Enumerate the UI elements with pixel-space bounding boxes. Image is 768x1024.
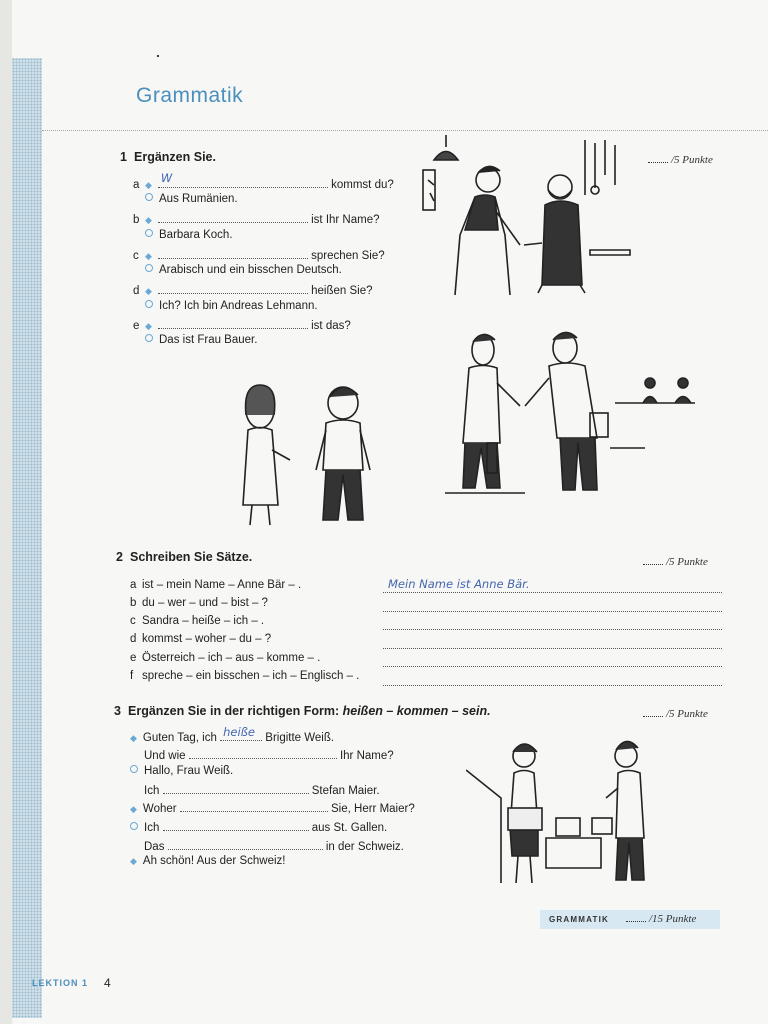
s2-prompt-f: f spreche – ein bisschen – ich – Englisch – . <box>130 670 360 682</box>
s2-prompt-d: d kommst – woher – du – ? <box>130 633 272 645</box>
s1-question-a: a ◆ W kommst du? <box>133 171 394 191</box>
page-edge-shadow <box>0 0 12 1024</box>
section1-heading: 1 Ergänzen Sie. <box>120 150 216 164</box>
s1-question-d: d ◆ heißen Sie? <box>133 285 373 297</box>
s2-prompt-a: a ist – mein Name – Anne Bär – . <box>130 579 302 591</box>
s2-line-f[interactable] <box>383 685 722 686</box>
s2-line-a[interactable] <box>383 592 722 593</box>
s1-reply-e: Das ist Frau Bauer. <box>145 334 257 346</box>
s1-reply-c: Arabisch und ein bisschen Deutsch. <box>145 264 342 276</box>
s3-answer-5[interactable] <box>180 801 328 812</box>
s1-answer-c[interactable] <box>158 248 308 259</box>
page-title: Grammatik <box>136 84 244 107</box>
s1-question-c: c ◆ sprechen Sie? <box>133 250 385 262</box>
lesson-label: LEKTION 1 <box>32 978 89 988</box>
section2-points: /5 Punkte <box>643 556 708 568</box>
section1-points: /5 Punkte <box>648 154 713 166</box>
s3-answer-4[interactable] <box>163 783 309 794</box>
footer-section-label: GRAMMATIK <box>549 915 609 924</box>
s1-answer-a[interactable]: W <box>160 171 173 185</box>
s1-reply-a: Aus Rumänien. <box>145 193 238 205</box>
s1-question-b: b ◆ ist Ihr Name? <box>133 214 380 226</box>
s1-reply-b: Barbara Koch. <box>145 229 233 241</box>
s2-answer-a[interactable]: Mein Name ist Anne Bär. <box>388 577 530 591</box>
s1-question-e: e ◆ ist das? <box>133 320 351 332</box>
s3-line-5: ◆ Woher Sie, Herr Maier? <box>130 803 415 815</box>
s1-answer-d[interactable] <box>158 283 308 294</box>
s2-prompt-e: e Österreich – ich – aus – komme – . <box>130 652 321 664</box>
s1-answer-e[interactable] <box>158 318 308 329</box>
s3-answer-6[interactable] <box>163 820 309 831</box>
s1-answer-b[interactable] <box>158 212 308 223</box>
workshop-illustration <box>420 135 635 300</box>
page-number: 4 <box>104 976 111 990</box>
s2-line-d[interactable] <box>383 648 722 649</box>
s3-line-2: Und wie Ihr Name? <box>144 750 394 762</box>
s3-line-4: Ich Stefan Maier. <box>144 785 380 797</box>
s2-line-e[interactable] <box>383 666 722 667</box>
s1-reply-d: Ich? Ich bin Andreas Lehmann. <box>145 300 318 312</box>
s2-line-b[interactable] <box>383 611 722 612</box>
s3-answer-1[interactable]: heiße <box>223 725 255 739</box>
office-illustration <box>466 738 666 888</box>
section2-heading: 2 Schreiben Sie Sätze. <box>116 550 253 564</box>
s3-line-1: ◆ Guten Tag, ich heiße Brigitte Weiß. <box>130 725 335 744</box>
s2-prompt-b: b du – wer – und – bist – ? <box>130 597 268 609</box>
print-dot <box>157 55 159 57</box>
s3-line-7: Das in der Schweiz. <box>144 841 404 853</box>
s3-line-6: Ich aus St. Gallen. <box>130 820 387 834</box>
children-illustration <box>238 375 378 535</box>
side-color-strip <box>12 58 42 1018</box>
s3-line-3: Hallo, Frau Weiß. <box>130 765 233 777</box>
s3-answer-7[interactable] <box>168 839 323 850</box>
s3-answer-2[interactable] <box>189 748 337 759</box>
s2-line-c[interactable] <box>383 629 722 630</box>
footer-total-points: /15 Punkte <box>626 913 696 925</box>
title-divider <box>42 130 768 131</box>
section3-heading: 3 Ergänzen Sie in der richtigen Form: heißen – kommen – sein. <box>114 704 491 718</box>
s3-line-8: ◆ Ah schön! Aus der Schweiz! <box>130 855 286 867</box>
handshake-illustration <box>445 328 700 498</box>
s2-prompt-c: c Sandra – heiße – ich – . <box>130 615 265 627</box>
section3-points: /5 Punkte <box>643 708 708 720</box>
